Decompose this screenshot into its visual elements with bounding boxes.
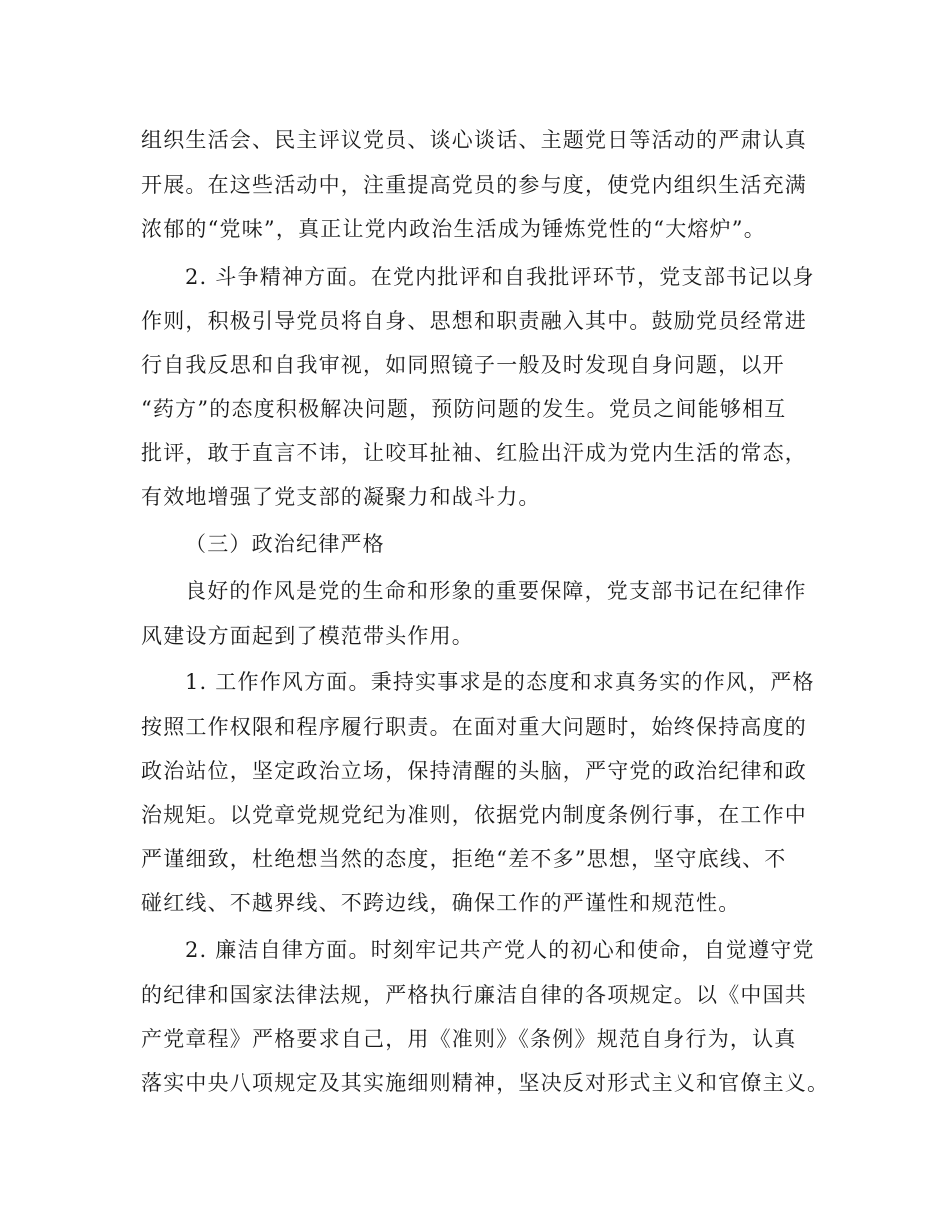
text-line: 组织生活会、民主评议党员、谈心谈话、主题党日等活动的严肃认真 [141, 128, 807, 152]
text-line: 开展。在这些活动中，注重提高党员的参与度，使党内组织生活充满 [141, 173, 807, 197]
text-line: 治规矩。以党章党规党纪为准则，依据党内制度条例行事，在工作中 [141, 803, 807, 827]
text-line: 批评，敢于直言不讳，让咬耳扯袖、红脸出汗成为党内生活的常态， [141, 441, 807, 465]
text-line: 良好的作风是党的生命和形象的重要保障，党支部书记在纪律作 [185, 579, 807, 603]
text-line: 严谨细致，杜绝想当然的态度，拒绝“差不多”思想，坚守底线、不 [141, 847, 787, 871]
text-line: “药方”的态度积极解决问题，预防问题的发生。党员之间能够相互 [141, 397, 787, 421]
text-line: 有效地增强了党支部的凝聚力和战斗力。 [141, 485, 541, 509]
text-line: 按照工作权限和程序履行职责。在面对重大问题时，始终保持高度的 [141, 715, 807, 739]
text-line: 1. 工作作风方面。秉持实事求是的态度和求真务实的作风，严格 [185, 670, 815, 694]
text-line: 产党章程》严格要求自己，用《准则》《条例》规范自身行为，认真 [141, 1027, 797, 1051]
text-line: 行自我反思和自我审视，如同照镜子一般及时发现自身问题，以开 [141, 353, 785, 377]
section-heading: （三）政治纪律严格 [185, 532, 385, 556]
text-line: 落实中央八项规定及其实施细则精神，坚决反对形式主义和官僚主义。 [141, 1071, 830, 1095]
text-line: 政治站位，坚定政治立场，保持清醒的头脑，严守党的政治纪律和政 [141, 759, 807, 783]
text-line: 碰红线、不越界线、不跨边线，确保工作的严谨性和规范性。 [141, 891, 741, 915]
text-line: 的纪律和国家法律法规，严格执行廉洁自律的各项规定。以《中国共 [141, 983, 807, 1007]
text-line: 浓郁的“党味”，真正让党内政治生活成为锤炼党性的“大熔炉”。 [141, 217, 766, 241]
text-line: 2. 廉洁自律方面。时刻牢记共产党人的初心和使命，自觉遵守党 [185, 938, 815, 962]
text-line: 作则，积极引导党员将自身、思想和职责融入其中。鼓励党员经常进 [141, 309, 807, 333]
text-line: 2. 斗争精神方面。在党内批评和自我批评环节，党支部书记以身 [185, 265, 815, 289]
text-line: 风建设方面起到了模范带头作用。 [141, 624, 474, 648]
